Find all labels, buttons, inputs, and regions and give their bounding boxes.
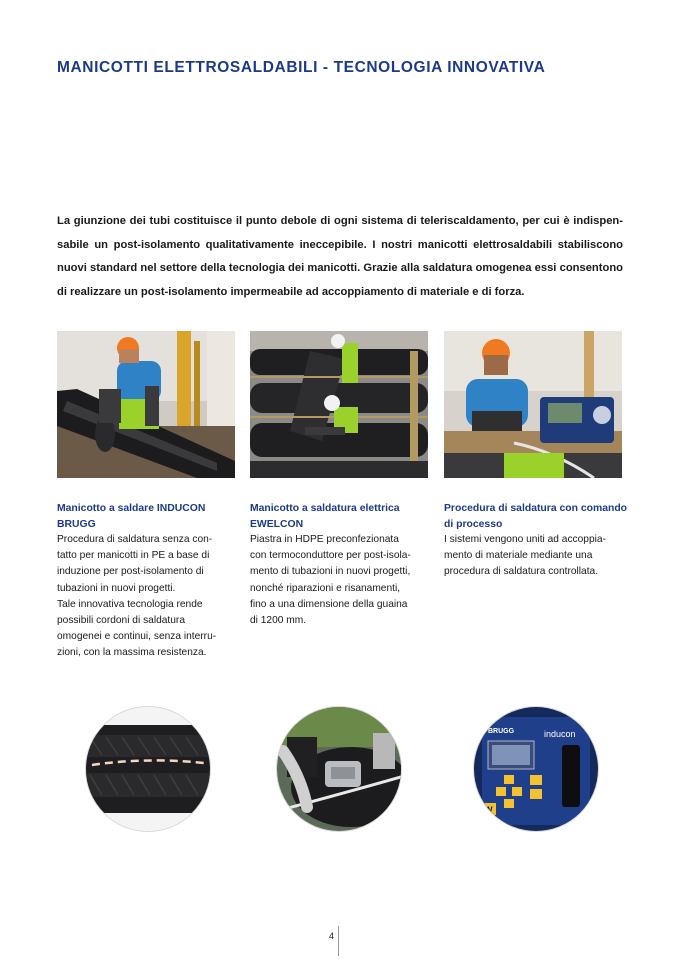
photo-process-control xyxy=(444,331,622,478)
circle-inducon-control-unit xyxy=(474,707,598,831)
photo-inducon-welding xyxy=(57,331,235,478)
column-heading: Manicotto a saldare INDUCON BRUGG xyxy=(57,503,206,530)
page-number-divider xyxy=(338,926,339,956)
column-ewelcon xyxy=(250,501,435,629)
intro-paragraph: La giunzione dei tubi costituisce il punto debole di ogni sistema di teleriscaldamento, per cui è indispen- sabile un post-isolamento qualitativamente ineccepibile. I nostri manicotti elettrosaldabili stabiliscono nuovi standard nel settore della tecnologia dei manicotti. Grazie alla saldatura omogenea essi consentono di realizzare un post-isolamento impermeabile ad accoppiamento di materiale e di forza. xyxy=(57,215,623,298)
column-heading: Procedura di saldatura con comando di processo xyxy=(444,503,628,530)
svg-text:W: W xyxy=(484,805,493,815)
column-text: I sistemi vengono uniti ad accoppia- mento di materiale mediante una procedura di saldatura controllata. xyxy=(444,534,606,578)
device-brand: BRUGG xyxy=(488,728,515,735)
column-process-control xyxy=(444,501,629,581)
circle-weld-seam xyxy=(86,707,210,831)
circle-ewelcon-clamp xyxy=(277,707,401,831)
photo-ewelcon-pipes xyxy=(250,331,428,478)
page-number: 4 xyxy=(328,931,334,941)
device-logo: inducon xyxy=(544,729,576,739)
page-title: MANICOTTI ELETTROSALDABILI - TECNOLOGIA INNOVATIVA xyxy=(57,59,546,76)
column-text: Piastra in HDPE preconfezionata con termoconduttore per post-isola- mento di tubazioni in nuovi progetti, nonché riparazioni e risanamenti, fino a una dimensione della guaina di 1200 mm. xyxy=(250,534,411,627)
column-text: Procedura di saldatura senza con- tatto per manicotti in PE a base di induzione per post-isolamento di tubazioni in nuovi progetti. Tale innovativa tecnologia rende possibili cordoni di saldatura omogenei e continui, senza interru- zioni, con la massima resistenza. xyxy=(57,534,217,659)
column-inducon xyxy=(57,501,242,662)
column-heading: Manicotto a saldatura elettrica EWELCON xyxy=(250,503,400,530)
